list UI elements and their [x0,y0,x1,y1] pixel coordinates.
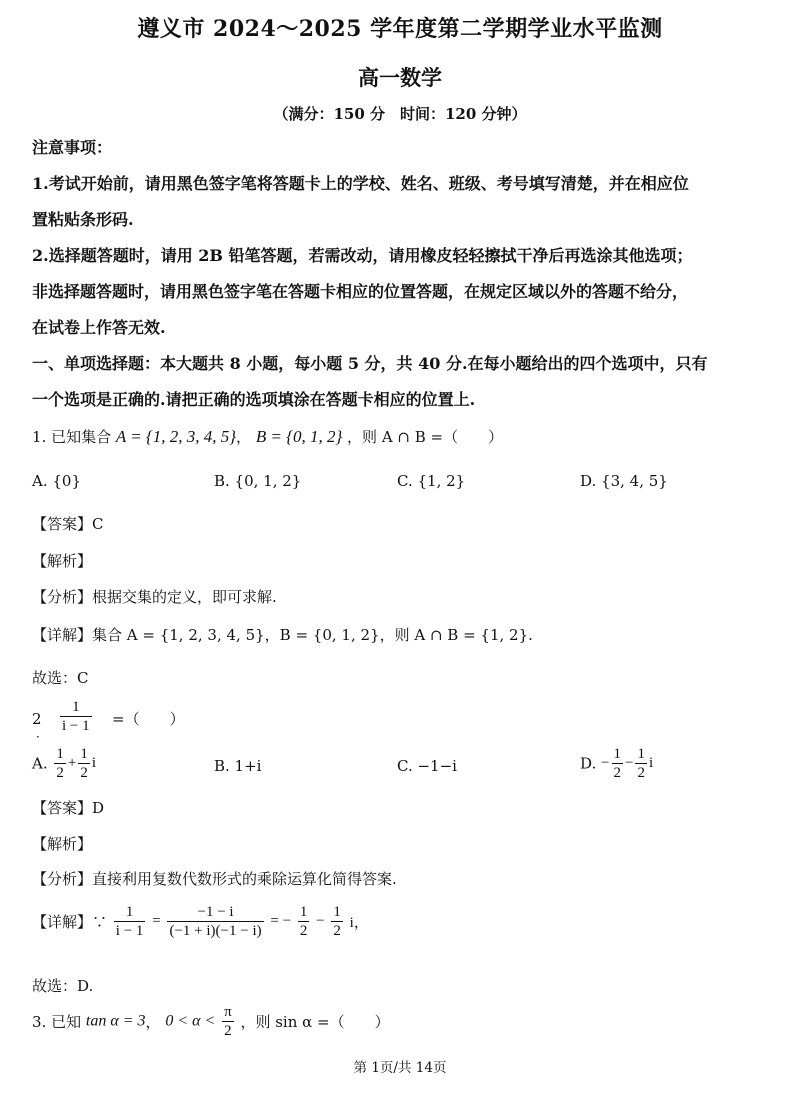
q2-opt-a-i: i [91,755,97,771]
note-2-line-3: 在试卷上作答无效. [32,318,166,337]
q1-set-b: B = {0, 1, 2} [255,427,343,446]
q2-opt-d-d2: 2 [637,765,645,781]
note-1-line-2: 置粘贴条形码. [32,210,134,229]
q3-pi-frac [222,1003,234,1040]
q2-analysis: 【解析】 [32,835,93,853]
q2-detail-eq1: = [152,913,161,929]
q2-detail-frac1 [114,903,146,940]
q2-option-a [32,745,96,782]
q2-stem-suffix: =（ ） [112,710,185,728]
q2-detail-frac4 [331,903,343,940]
q2-opt-d-n2: 1 [637,746,645,762]
page-footer: 第 1页/共 14页 [353,1060,447,1076]
q2-detail-frac2 [167,903,263,940]
subject-title: 高一数学 [358,65,442,90]
q2-dot: ． [36,726,49,740]
note-2-line-1: 2.选择题答题时，请用 2B 铅笔答题，若需改动，请用橡皮轻轻擦拭干净后再选涂其他选项； [32,246,693,265]
q1-fenxi: 【分析】根据交集的定义，即可求解. [32,588,277,606]
q2-opt-d-minus2: − [625,755,634,771]
q1-analysis: 【解析】 [32,552,93,570]
q2-detail-minus: − [316,913,325,929]
q2-opt-a-d1: 2 [56,765,64,781]
q1-detail: 【详解】集合 A = {1, 2, 3, 4, 5}，B = {0, 1, 2}，则 A ∩ B = {1, 2}. [32,626,533,644]
q3-stem-suffix: ，则 sin α =（ ） [240,1013,390,1031]
q2-detail-n2: −1 − i [167,903,263,922]
q2-detail-n4: 1 [333,904,341,920]
section-line-2: 一个选项是正确的.请把正确的选项填涂在答题卡相应的位置上. [32,390,476,409]
q1-option-d: D. {3, 4, 5} [580,472,668,490]
q2-opt-a-n1: 1 [56,746,64,762]
q2-detail [32,903,776,951]
q1-stem-prefix: 1. 已知集合 [32,428,112,446]
q2-opt-a-frac2 [78,745,90,782]
q1-option-b: B. {0, 1, 2} [214,472,302,490]
q1-option-a: A. {0} [32,472,81,490]
notes-heading: 注意事项： [32,138,113,157]
q2-opt-d-frac2 [635,745,647,782]
q3-stem-prefix: 3. 已知 [32,1013,82,1031]
q2-detail-d2: (−1 + i)(−1 − i) [169,923,262,939]
q2-detail-eq2: = − [270,913,292,929]
q2-detail-tail: i， [349,915,369,931]
q1-choose: 故选：C [32,669,89,687]
q2-opt-d-i: i [648,755,654,771]
q2-detail-d1: i − 1 [115,923,144,939]
q2-opt-a-plus: + [67,755,77,771]
q3-pi: π [224,1004,232,1020]
q2-detail-d4: 2 [333,923,341,939]
q3-two: 2 [224,1023,232,1039]
q2-detail-n1: 1 [114,903,146,922]
q2-opt-d-frac1 [612,745,624,782]
q2-option-c: C. −1−i [397,757,457,775]
q2-stem [32,698,776,742]
note-2-line-2: 非选择题答题时，请用黑色签字笔在答题卡相应的位置答题，在规定区域以外的答题不给分， [32,282,689,301]
q2-detail-label: 【详解】∵ [32,913,108,931]
q3-range: 0 < α < [165,1012,216,1030]
q2-frac-num: 1 [60,698,92,717]
q2-opt-a-d2: 2 [80,765,88,781]
q1-set-a: A = {1, 2, 3, 4, 5} [115,427,237,446]
q3-tan: tan α = 3 [85,1012,146,1030]
q2-choose: 故选：D. [32,977,94,995]
q3-sep: ， [145,1013,161,1031]
q1-stem-suffix: ，则 A ∩ B =（ ） [347,428,504,446]
q2-option-b: B. 1+i [214,757,262,775]
q2-detail-frac3 [298,903,310,940]
q2-fraction [60,698,92,735]
q3-stem [32,1003,776,1049]
q2-answer: 【答案】D [32,799,105,817]
q2-opt-d-minus: − [601,755,610,771]
q2-opt-a-label: A. [32,754,48,773]
section-line-1: 一、单项选择题：本大题共 8 小题，每小题 5 分，共 40 分.在每小题给出的四个选项中，只有 [32,354,708,373]
q2-opt-d-n1: 1 [613,746,622,762]
exam-meta: （满分：150 分 时间：120 分钟） [273,105,527,123]
q2-option-d [580,745,653,782]
q2-number: 2 [32,710,42,728]
q2-opt-a-frac1 [54,745,66,782]
q1-option-c: C. {1, 2} [397,472,466,490]
note-1-line-1: 1.考试开始前，请用黑色签字笔将答题卡上的学校、姓名、班级、考号填写清楚，并在相应位 [32,174,689,193]
q2-opt-d-label: D. [580,754,597,773]
q2-opt-a-n2: 1 [80,746,88,762]
q1-answer: 【答案】C [32,515,104,533]
q2-detail-d3: 2 [299,923,308,939]
q2-fenxi: 【分析】直接利用复数代数形式的乘除运算化简得答案. [32,870,397,888]
exam-title: 遵义市 2024～2025 学年度第二学期学业水平监测 [137,16,663,42]
q1-stem: 1. 已知集合 A = {1, 2, 3, 4, 5}， B = {0, 1, 2} ，则 A ∩ B =（ ） [32,427,504,446]
q2-detail-n3: 1 [299,904,308,920]
q2-opt-d-d1: 2 [613,765,622,781]
q2-frac-den: i − 1 [62,718,90,734]
